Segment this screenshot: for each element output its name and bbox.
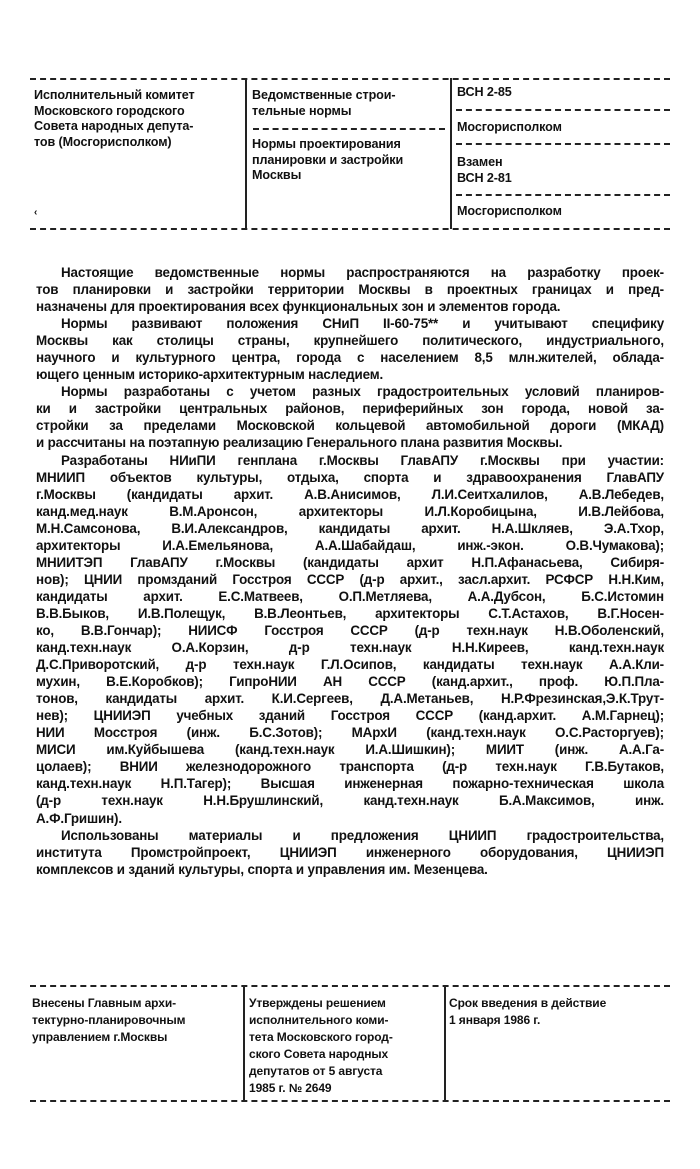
stray-mark: ‹ <box>34 207 38 218</box>
paragraph-line: научного и культурного центра, города с населением 8,5 млн.жителей, облада- <box>36 350 664 366</box>
header-doc-title: Нормы проектирования планировки и застройки Москвы <box>252 137 404 182</box>
paragraph-line: Москвы как столицы страны, крупнейшего политического, индустриального, <box>36 333 664 349</box>
paragraph-line: цолаев); ВНИИ железнодорожного транспорта (д-р техн.наук Г.В.Бутаков, <box>36 759 664 775</box>
paragraph-line: г.Москвы (кандидаты архит. А.В.Анисимов, Л.И.Сеитхалилов, А.В.Лебедев, <box>36 486 664 502</box>
paragraph-line: Нормы развивают положения СНиП II-60-75** и учитывают специфику <box>61 316 664 332</box>
paragraph-line: нов); ЦНИИ промзданий Госстроя СССР (д-р архит., засл.архит. РСФСР Н.Н.Ким, <box>36 571 664 587</box>
paragraph-line: М.Н.Самсонова, В.И.Александров, кандидаты архит. Н.А.Шкляев, Э.А.Тхор, <box>36 520 664 536</box>
paragraph-line: Д.С.Приворотский, д-р техн.наук Г.Л.Осипов, кандидаты техн.наук А.А.Кли- <box>36 657 664 673</box>
header-col-divider-1 <box>245 78 247 229</box>
header-col2-rule <box>253 128 445 130</box>
paragraph-line: назначены для проектирования всех функциональных зон и элементов города. <box>36 299 561 315</box>
paragraph-line: Нормы разработаны с учетом разных градостроительных условий планиров- <box>61 384 664 400</box>
paragraph-line: мухин, В.Е.Коробков); ГипроНИИ АН СССР (канд.архит., проф. Ю.П.Пла- <box>36 674 664 690</box>
paragraph-line: нев); ЦНИИЭП учебных зданий Госстроя СССР (канд.архит. А.М.Гарнец); <box>36 708 664 724</box>
paragraph-line: ющего ценным историко-архитектурным наследием. <box>36 367 384 383</box>
paragraph-line: НИИ Мосстроя (инж. Б.С.Зотов); МАрхИ (канд.техн.наук О.С.Расторгуев); <box>36 725 664 741</box>
paragraph-line: (д-р техн.наук Н.Н.Брушлинский, канд.техн.наук Б.А.Максимов, инж. <box>36 793 664 809</box>
paragraph-line: архитекторы И.А.Емельянова, А.А.Шабайдаш, инж.-экон. О.В.Чумакова); <box>36 537 664 553</box>
header-issuer: Мосгорисполком <box>457 120 562 134</box>
paragraph-line: МИСИ им.Куйбышева (канд.техн.наук И.А.Шишкин); МИИТ (инж. А.А.Га- <box>36 742 664 758</box>
header-col3-rule-3 <box>456 194 670 196</box>
paragraph-line: Разработаны НИиПИ генплана г.Москвы ГлавАПУ г.Москвы при участии: <box>61 452 664 468</box>
paragraph-line: стройки за пределами Московской кольцевой автомобильной дороги (МКАД) <box>36 418 664 434</box>
paragraph-line: канд.техн.наук О.А.Корзин, д-р техн.наук Н.Н.Киреев, канд.техн.наук <box>36 640 664 656</box>
paragraph-line: канд.техн.наук Н.П.Тагер); Высшая инженерная пожарно-техническая школа <box>36 776 664 792</box>
footer-effective-date: Срок введения в действие 1 января 1986 г. <box>449 996 607 1027</box>
paragraph-line: ки и застройки центральных районов, периферийных зон города, новой за- <box>36 401 664 417</box>
paragraph-line: ко, В.В.Гончар); НИИСФ Госстроя СССР (д-р техн.наук Н.В.Оболенский, <box>36 622 664 638</box>
header-top-rule <box>30 78 670 80</box>
paragraph-line: тонов, кандидаты архит. К.И.Сергеев, Д.А.Метаньев, Н.Р.Фрезинская,Э.К.Трут- <box>36 691 664 707</box>
header-replaces-issuer: Мосгорисполком <box>457 204 562 218</box>
paragraph-line: тов планировки и застройки территории Москвы в проектных границах и пред- <box>36 282 664 298</box>
footer-col-divider-1 <box>243 985 245 1101</box>
paragraph-line: МНИИТЭП ГлавАПУ г.Москвы (кандидаты архит Н.П.Афанасьева, Сибиря- <box>36 554 664 570</box>
footer-approved-by: Утверждены решением исполнительного коми- тета Московского город- ского Совета народных депутатов от 5 августа 1985 г. № 2649 <box>249 996 393 1095</box>
body-text <box>36 264 664 878</box>
footer-submitted-by: Внесены Главным архи- тектурно-планировочным управлением г.Москвы <box>32 996 186 1044</box>
header-col3-rule-2 <box>456 143 670 145</box>
header-col3-rule-1 <box>456 109 670 111</box>
header-authority: Исполнительный комитет Московского городского Совета народных депута- тов (Мосгорисполком) <box>34 88 195 149</box>
paragraph-line: комплексов и зданий культуры, спорта и управления им. Мезенцева. <box>36 861 488 877</box>
footer-bottom-rule <box>30 1100 670 1102</box>
paragraph-line: А.Ф.Гришин). <box>36 810 122 826</box>
paragraph-line: Настоящие ведомственные нормы распространяются на разработку проек- <box>61 265 664 280</box>
header-doc-type: Ведомственные строи- тельные нормы <box>252 88 396 118</box>
paragraph-line: и рассчитаны на поэтапную реализацию Генерального плана развития Москвы. <box>36 435 563 451</box>
paragraph-line: Использованы материалы и предложения ЦНИИП градостроительства, <box>61 827 664 843</box>
footer-top-rule <box>30 985 670 987</box>
header-bottom-rule <box>30 228 670 230</box>
paragraph-line: института Промстройпроект, ЦНИИЭП инженерного оборудования, ЦНИИЭП <box>36 844 664 860</box>
footer-col-divider-2 <box>444 985 446 1101</box>
paragraph-line: кандидаты архит. Е.С.Матвеев, О.П.Метляева, А.А.Дубсон, Б.С.Истомин <box>36 588 664 604</box>
header-replaces: Взамен ВСН 2-81 <box>457 155 512 185</box>
paragraph-line: канд.мед.наук В.М.Аронсон, архитекторы И.Л.Коробицына, И.В.Лейбова, <box>36 503 664 519</box>
header-doc-code: ВСН 2-85 <box>457 85 512 99</box>
header-col-divider-2 <box>450 78 452 229</box>
paragraph-line: В.В.Быков, И.В.Полещук, В.В.Леонтьев, архитекторы С.Т.Астахов, В.Г.Носен- <box>36 605 664 621</box>
paragraph-line: МНИИП объектов культуры, отдыха, спорта и здравоохранения ГлавАПУ <box>36 469 664 485</box>
